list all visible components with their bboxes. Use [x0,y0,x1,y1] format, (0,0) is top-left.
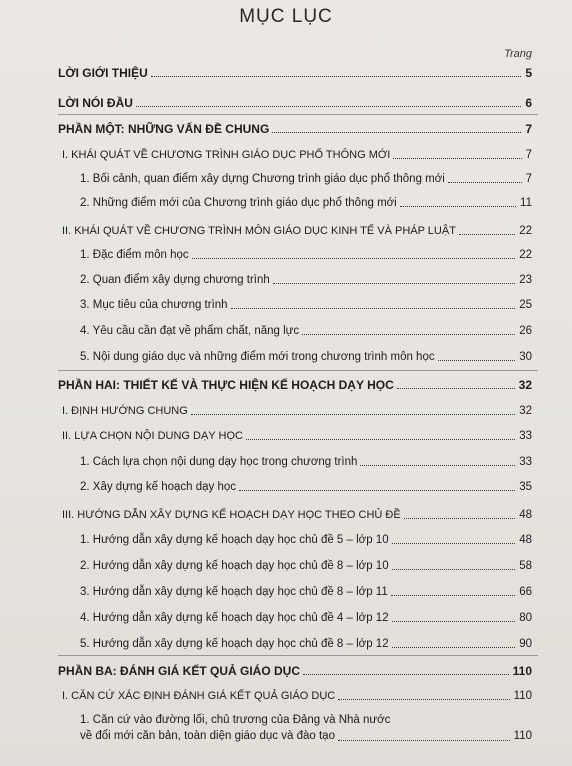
toc-entry-page: 35 [519,481,532,493]
toc-entry[interactable] [62,508,532,522]
dot-leader [338,740,510,741]
toc-entry-page: 11 [520,197,532,209]
toc-entry-page: 80 [519,612,532,624]
toc-entry[interactable] [80,273,532,287]
dot-leader [303,674,509,675]
toc-entry-label: LỜI NÓI ĐẦU [58,96,133,110]
toc-entry-page: 32 [518,378,532,392]
dot-leader [338,699,509,700]
toc-entry-page: 110 [512,664,532,678]
page-title: MỤC LỤC [239,6,333,27]
dot-leader [392,647,516,648]
toc-entry-label: 1. Đặc điểm môn học [80,249,189,261]
dot-leader [391,595,515,596]
toc-entry-label: I. ĐỊNH HƯỚNG CHUNG [62,405,188,417]
toc-entry[interactable] [80,324,532,338]
toc-entry-page: 48 [519,509,532,521]
toc-entry-page: 32 [519,405,532,417]
toc-entry[interactable] [80,455,532,469]
toc-entry-page: 7 [525,122,532,136]
dot-leader [360,465,515,466]
toc-entry[interactable] [80,350,532,364]
toc-entry[interactable] [58,664,532,678]
dot-leader [246,439,515,440]
toc-entry-label: I. KHÁI QUÁT VỀ CHƯƠNG TRÌNH GIÁO DỤC PHỔ THÔNG MỚI [62,149,391,161]
toc-entry-label: III. HƯỚNG DẪN XÂY DỰNG KẾ HOẠCH DẠY HỌC THEO CHỦ ĐỀ [62,509,401,521]
section-divider [58,114,538,115]
toc-entry[interactable] [58,122,532,136]
toc-entry-page: 7 [525,173,532,185]
toc-entry-page: 23 [519,274,532,286]
toc-entry[interactable] [62,429,532,443]
toc-entry-page: 6 [525,96,532,110]
toc-entry[interactable] [58,66,532,80]
toc-entry-page: 30 [519,351,532,363]
toc-entry-page: 66 [519,586,532,598]
toc-entry-page: 48 [519,534,532,546]
toc-entry-page: 90 [519,638,532,650]
toc-entry-label-line1: 1. Căn cứ vào đường lối, chủ trương của Đảng và Nhà nước [80,714,391,726]
toc-entry-page: 33 [519,430,532,442]
toc-entry-label: II. KHÁI QUÁT VỀ CHƯƠNG TRÌNH MÔN GIÁO DỤC KINH TẾ VÀ PHÁP LUẬT [62,225,456,237]
dot-leader [404,518,515,519]
dot-leader [392,569,516,570]
toc-entry[interactable] [80,172,532,186]
toc-entry-label: 5. Hướng dẫn xây dựng kế hoạch dạy học chủ đề 8 – lớp 12 [80,638,389,650]
toc-entry-page: 25 [519,299,532,311]
dot-leader [448,182,522,183]
dot-leader [136,106,521,107]
toc-entry[interactable] [62,689,532,703]
toc-entry-label: 3. Mục tiêu của chương trình [80,299,228,311]
toc-entry-label: PHẦN HAI: THIẾT KẾ VÀ THỰC HIỆN KẾ HOẠCH DẠY HỌC [58,378,394,392]
toc-entry-page: 33 [519,456,532,468]
toc-entry[interactable] [80,298,532,312]
toc-entry[interactable] [80,559,532,573]
dot-leader [191,414,515,415]
toc-entry[interactable] [58,96,532,110]
toc-entry-page: 5 [525,66,532,80]
page-column-label: Trang [504,48,532,60]
dot-leader [231,308,516,309]
toc-entry-page: 7 [525,149,532,161]
toc-entry-page: 58 [519,560,532,572]
dot-leader [397,388,515,389]
toc-entry-label: 4. Hướng dẫn xây dựng kế hoạch dạy học chủ đề 4 – lớp 12 [80,612,389,624]
dot-leader [459,234,515,235]
toc-entry[interactable] [62,404,532,418]
toc-entry[interactable] [80,248,532,262]
dot-leader [392,543,516,544]
toc-entry-label: 3. Hướng dẫn xây dựng kế hoạch dạy học chủ đề 8 – lớp 11 [80,586,388,598]
toc-entry-label: I. CĂN CỨ XÁC ĐỊNH ĐÁNH GIÁ KẾT QUẢ GIÁO DỤC [62,690,336,702]
toc-entry-label: 5. Nội dung giáo dục và những điểm mới trong chương trình môn học [80,351,435,363]
toc-entry-label: 1. Bối cảnh, quan điểm xây dựng Chương trình giáo dục phổ thông mới [80,173,445,185]
toc-entry-label: 1. Cách lựa chọn nội dung dạy học trong chương trình [80,456,358,468]
dot-leader [400,206,516,207]
toc-entry-page: 110 [513,730,532,742]
toc-entry[interactable] [62,224,532,238]
toc-entry-label: 2. Xây dựng kế hoạch dạy học [80,481,237,493]
toc-entry-multiline [80,712,532,744]
toc-entry[interactable] [62,148,532,162]
toc-entry-label: 2. Quan điểm xây dựng chương trình [80,274,270,286]
toc-entry-label: 2. Những điểm mới của Chương trình giáo dục phổ thông mới [80,197,397,209]
toc-entry[interactable] [80,637,532,651]
dot-leader [151,76,522,77]
toc-entry[interactable] [58,378,532,392]
dot-leader [302,334,515,335]
toc-entry[interactable] [80,480,532,494]
toc-entry[interactable] [80,585,532,599]
toc-entry-label: 2. Hướng dẫn xây dựng kế hoạch dạy học chủ đề 8 – lớp 10 [80,560,389,572]
section-divider [58,655,538,656]
section-divider [58,370,538,371]
dot-leader [273,283,515,284]
toc-entry[interactable] [80,533,532,547]
dot-leader [393,158,521,159]
toc-entry-label: 1. Hướng dẫn xây dựng kế hoạch dạy học chủ đề 5 – lớp 10 [80,534,389,546]
toc-entry-page: 110 [513,690,532,702]
toc-entry-page: 22 [519,249,532,261]
toc-entry-label: LỜI GIỚI THIỆU [58,66,148,80]
dot-leader [392,621,516,622]
toc-entry-label: 4. Yêu cầu cần đạt về phẩm chất, năng lực [80,325,300,337]
toc-entry-page: 26 [519,325,532,337]
toc-entry-label: II. LỰA CHỌN NỘI DUNG DẠY HỌC [62,430,243,442]
toc-entry-page: 22 [519,225,532,237]
dot-leader [192,258,516,259]
toc-entry[interactable] [80,611,532,625]
toc-entry[interactable] [80,196,532,210]
dot-leader [272,132,521,133]
toc-entry-label-line2: về đổi mới căn bản, toàn diện giáo dục và đào tạo [80,730,335,742]
toc-entry-label: PHẦN MỘT: NHỮNG VẤN ĐỀ CHUNG [58,122,270,136]
dot-leader [438,360,516,361]
toc-entry-label: PHẦN BA: ĐÁNH GIÁ KẾT QUẢ GIÁO DỤC [58,664,300,678]
dot-leader [239,490,515,491]
